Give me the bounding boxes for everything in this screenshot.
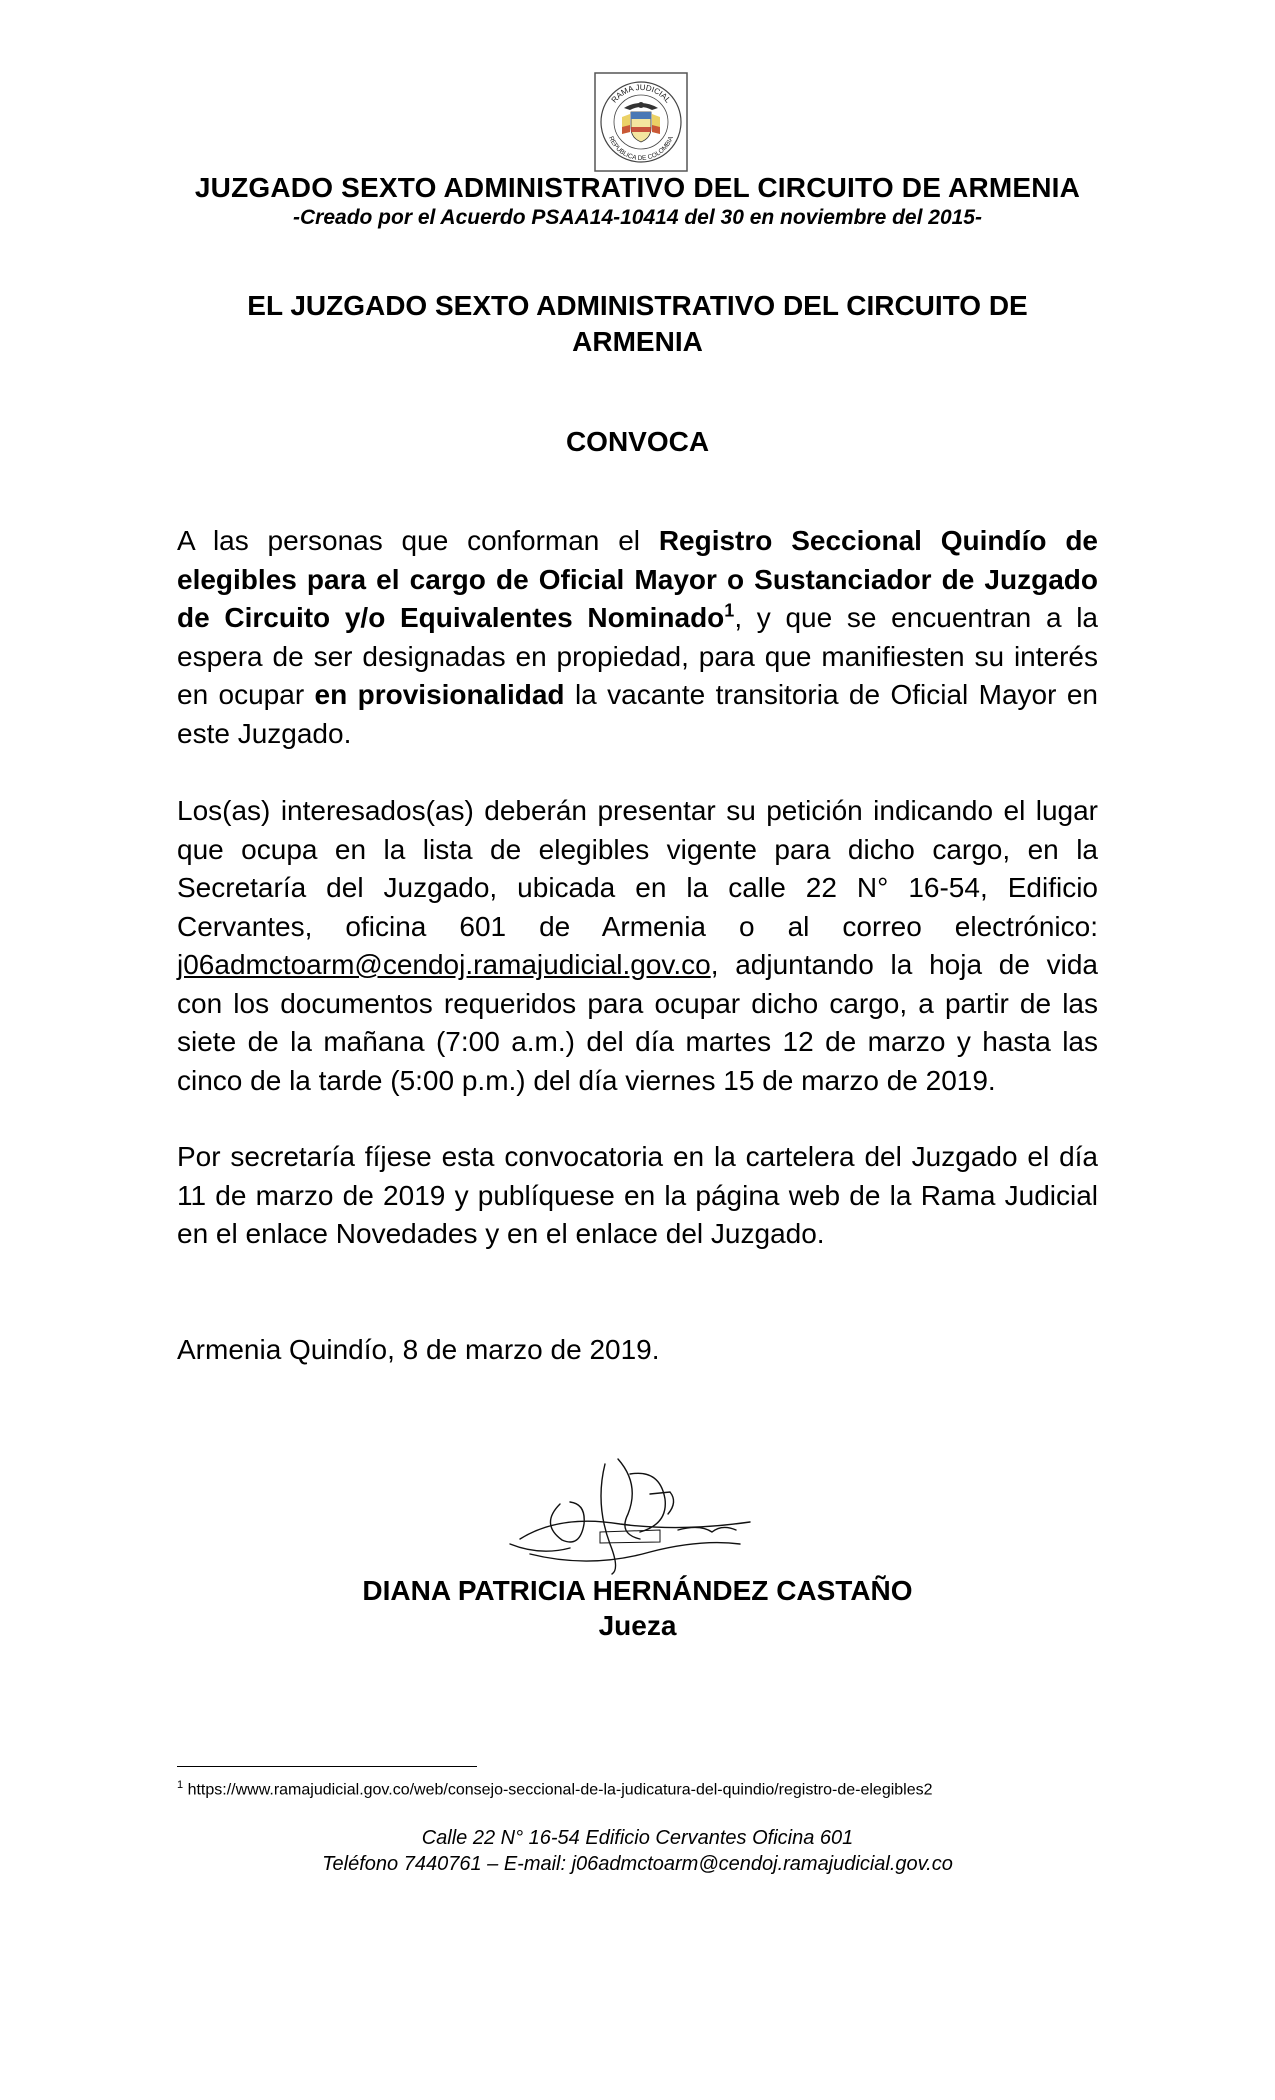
p1-text-1: A las personas que conforman el: [177, 525, 659, 556]
p2-text-1: Los(as) interesados(as) deberán presentar su petición indicando el lugar que ocupa en la lista de elegibles vigente para dicho cargo, en la Secretaría del Juzgado, ubicada en la calle 22 N° 16-54, Edificio Cervantes, oficina 601 de Armenia o al correo electrónico:: [177, 795, 1098, 942]
seal-top-text: RAMA JUDICIAL: [609, 82, 673, 105]
header-title: JUZGADO SEXTO ADMINISTRATIVO DEL CIRCUITO DE ARMENIA: [194, 172, 1081, 203]
p2-text-2: , adjuntando la hoja de vida con los documentos requeridos para ocupar dicho cargo, a partir de las siete de la mañana (7:00 a.m.) del día martes 12 de marzo y hasta las cinco de la tarde (5:00 p.m.) del día viernes 15 de marzo de 2019.: [177, 949, 1098, 1096]
footnote-url[interactable]: https://www.ramajudicial.gov.co/web/consejo-seccional-de-la-judicatura-del-quindio/registro-de-elegibles2: [183, 1781, 933, 1799]
paragraph-convocation: [177, 522, 1098, 753]
p1-text-2: , y que se encuentran a la espera de ser designadas en propiedad, para que manifiesten su interés en ocupar: [177, 602, 1099, 710]
footer-contact: Teléfono 7440761 – E-mail: j06admctoarm@cendoj.ramajudicial.gov.co: [322, 1853, 953, 1875]
footnote-mark: 1: [177, 1779, 184, 1791]
rama-judicial-seal-icon: [594, 72, 688, 172]
signer-name: DIANA PATRICIA HERNÁNDEZ CASTAÑO: [362, 1575, 913, 1606]
p1-text-3: la vacante transitoria de Oficial Mayor en este Juzgado.: [177, 679, 1098, 749]
p1-bold-registry: Registro Seccional Quindío de elegibles para el cargo de Oficial Mayor o Sustanciador de Juzgado de Circuito y/o Equivalentes Nominado: [177, 525, 1098, 633]
date-line: Armenia Quindío, 8 de marzo de 2019.: [177, 1334, 660, 1365]
header-subtitle: -Creado por el Acuerdo PSAA14-10414 del 30 en noviembre del 2015-: [293, 206, 982, 229]
paragraph-instructions: [177, 792, 1098, 1100]
footnote: [177, 1779, 933, 1799]
seal-bottom-text: REPUBLICA DE COLOMBIA: [607, 135, 675, 163]
signer-title: Jueza: [598, 1610, 677, 1641]
footer-address: Calle 22 N° 16-54 Edificio Cervantes Oficina 601: [421, 1827, 854, 1849]
handwritten-signature-icon: [500, 1444, 780, 1579]
paragraph-publication: Por secretaría fíjese esta convocatoria en la cartelera del Juzgado el día 11 de marzo de 2019 y publíquese en la página web de la Rama Judicial en el enlace Novedades y en el enlace del Juzgado.: [177, 1141, 1098, 1249]
svg-text:RAMA JUDICIAL: [610, 83, 673, 105]
footnote-divider: [177, 1766, 477, 1767]
footnote-ref[interactable]: 1: [724, 600, 735, 621]
email-link[interactable]: j06admctoarm@cendoj.ramajudicial.gov.co: [177, 949, 711, 980]
p1-bold-provisionalidad: en provisionalidad: [314, 679, 565, 710]
convoca-heading: CONVOCA: [565, 426, 710, 457]
court-name-heading: EL JUZGADO SEXTO ADMINISTRATIVO DEL CIRCUITO DE ARMENIA: [247, 290, 1028, 357]
